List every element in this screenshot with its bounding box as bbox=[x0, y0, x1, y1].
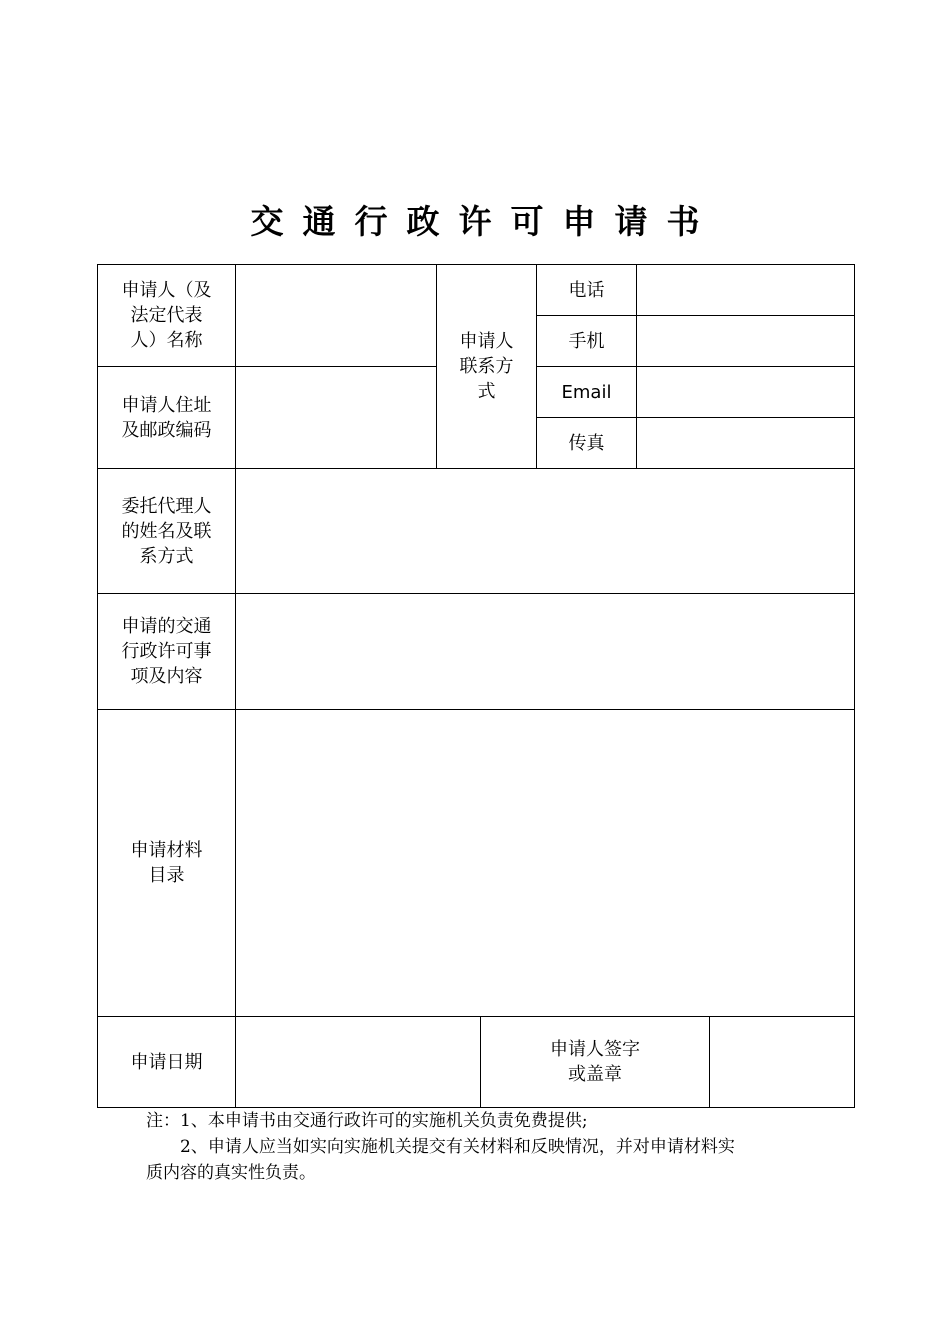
phone-label: 电话 bbox=[537, 265, 637, 316]
note-line-2: 2、申请人应当如实向实施机关提交有关材料和反映情况，并对申请材料实 bbox=[180, 1137, 735, 1157]
address-label: 申请人住址及邮政编码 bbox=[121, 394, 212, 441]
materials-label: 申请材料目录 bbox=[130, 840, 203, 886]
email-field[interactable] bbox=[637, 367, 855, 418]
date-field[interactable] bbox=[236, 1017, 481, 1108]
permit-item-label: 申请的交通行政许可事项及内容 bbox=[121, 616, 212, 687]
applicant-name-label-cell bbox=[98, 265, 236, 367]
permit-item-label-cell bbox=[98, 594, 236, 710]
page-title: 交通行政许可申请书 bbox=[250, 202, 719, 241]
date-label: 申请日期 bbox=[98, 1017, 236, 1108]
fax-field[interactable] bbox=[637, 418, 855, 469]
phone-field[interactable] bbox=[637, 265, 855, 316]
signature-field[interactable] bbox=[710, 1017, 855, 1108]
contact-method-label: 申请人联系方式 bbox=[459, 331, 514, 402]
signature-label: 申请人签字或盖章 bbox=[550, 1039, 640, 1085]
agent-label: 委托代理人的姓名及联系方式 bbox=[121, 495, 212, 567]
notes bbox=[146, 1108, 814, 1186]
materials-field[interactable] bbox=[236, 710, 855, 1017]
materials-label-cell bbox=[98, 710, 236, 1017]
note-line-3: 质内容的真实性负责。 bbox=[146, 1163, 316, 1183]
address-field[interactable] bbox=[236, 367, 437, 469]
signature-label-cell bbox=[481, 1017, 710, 1108]
application-form-table bbox=[97, 264, 855, 1108]
permit-item-field[interactable] bbox=[236, 594, 855, 710]
applicant-name-label: 申请人（及法定代表人）名称 bbox=[121, 280, 212, 351]
fax-label: 传真 bbox=[537, 418, 637, 469]
mobile-field[interactable] bbox=[637, 316, 855, 367]
contact-method-label-cell bbox=[437, 265, 537, 469]
agent-field[interactable] bbox=[236, 469, 855, 594]
mobile-label: 手机 bbox=[537, 316, 637, 367]
address-label-cell bbox=[98, 367, 236, 469]
email-label: Email bbox=[537, 367, 637, 418]
agent-label-cell bbox=[98, 469, 236, 594]
note-line-1: 注：1、本申请书由交通行政许可的实施机关负责免费提供; bbox=[146, 1111, 588, 1131]
applicant-name-field[interactable] bbox=[236, 265, 437, 367]
